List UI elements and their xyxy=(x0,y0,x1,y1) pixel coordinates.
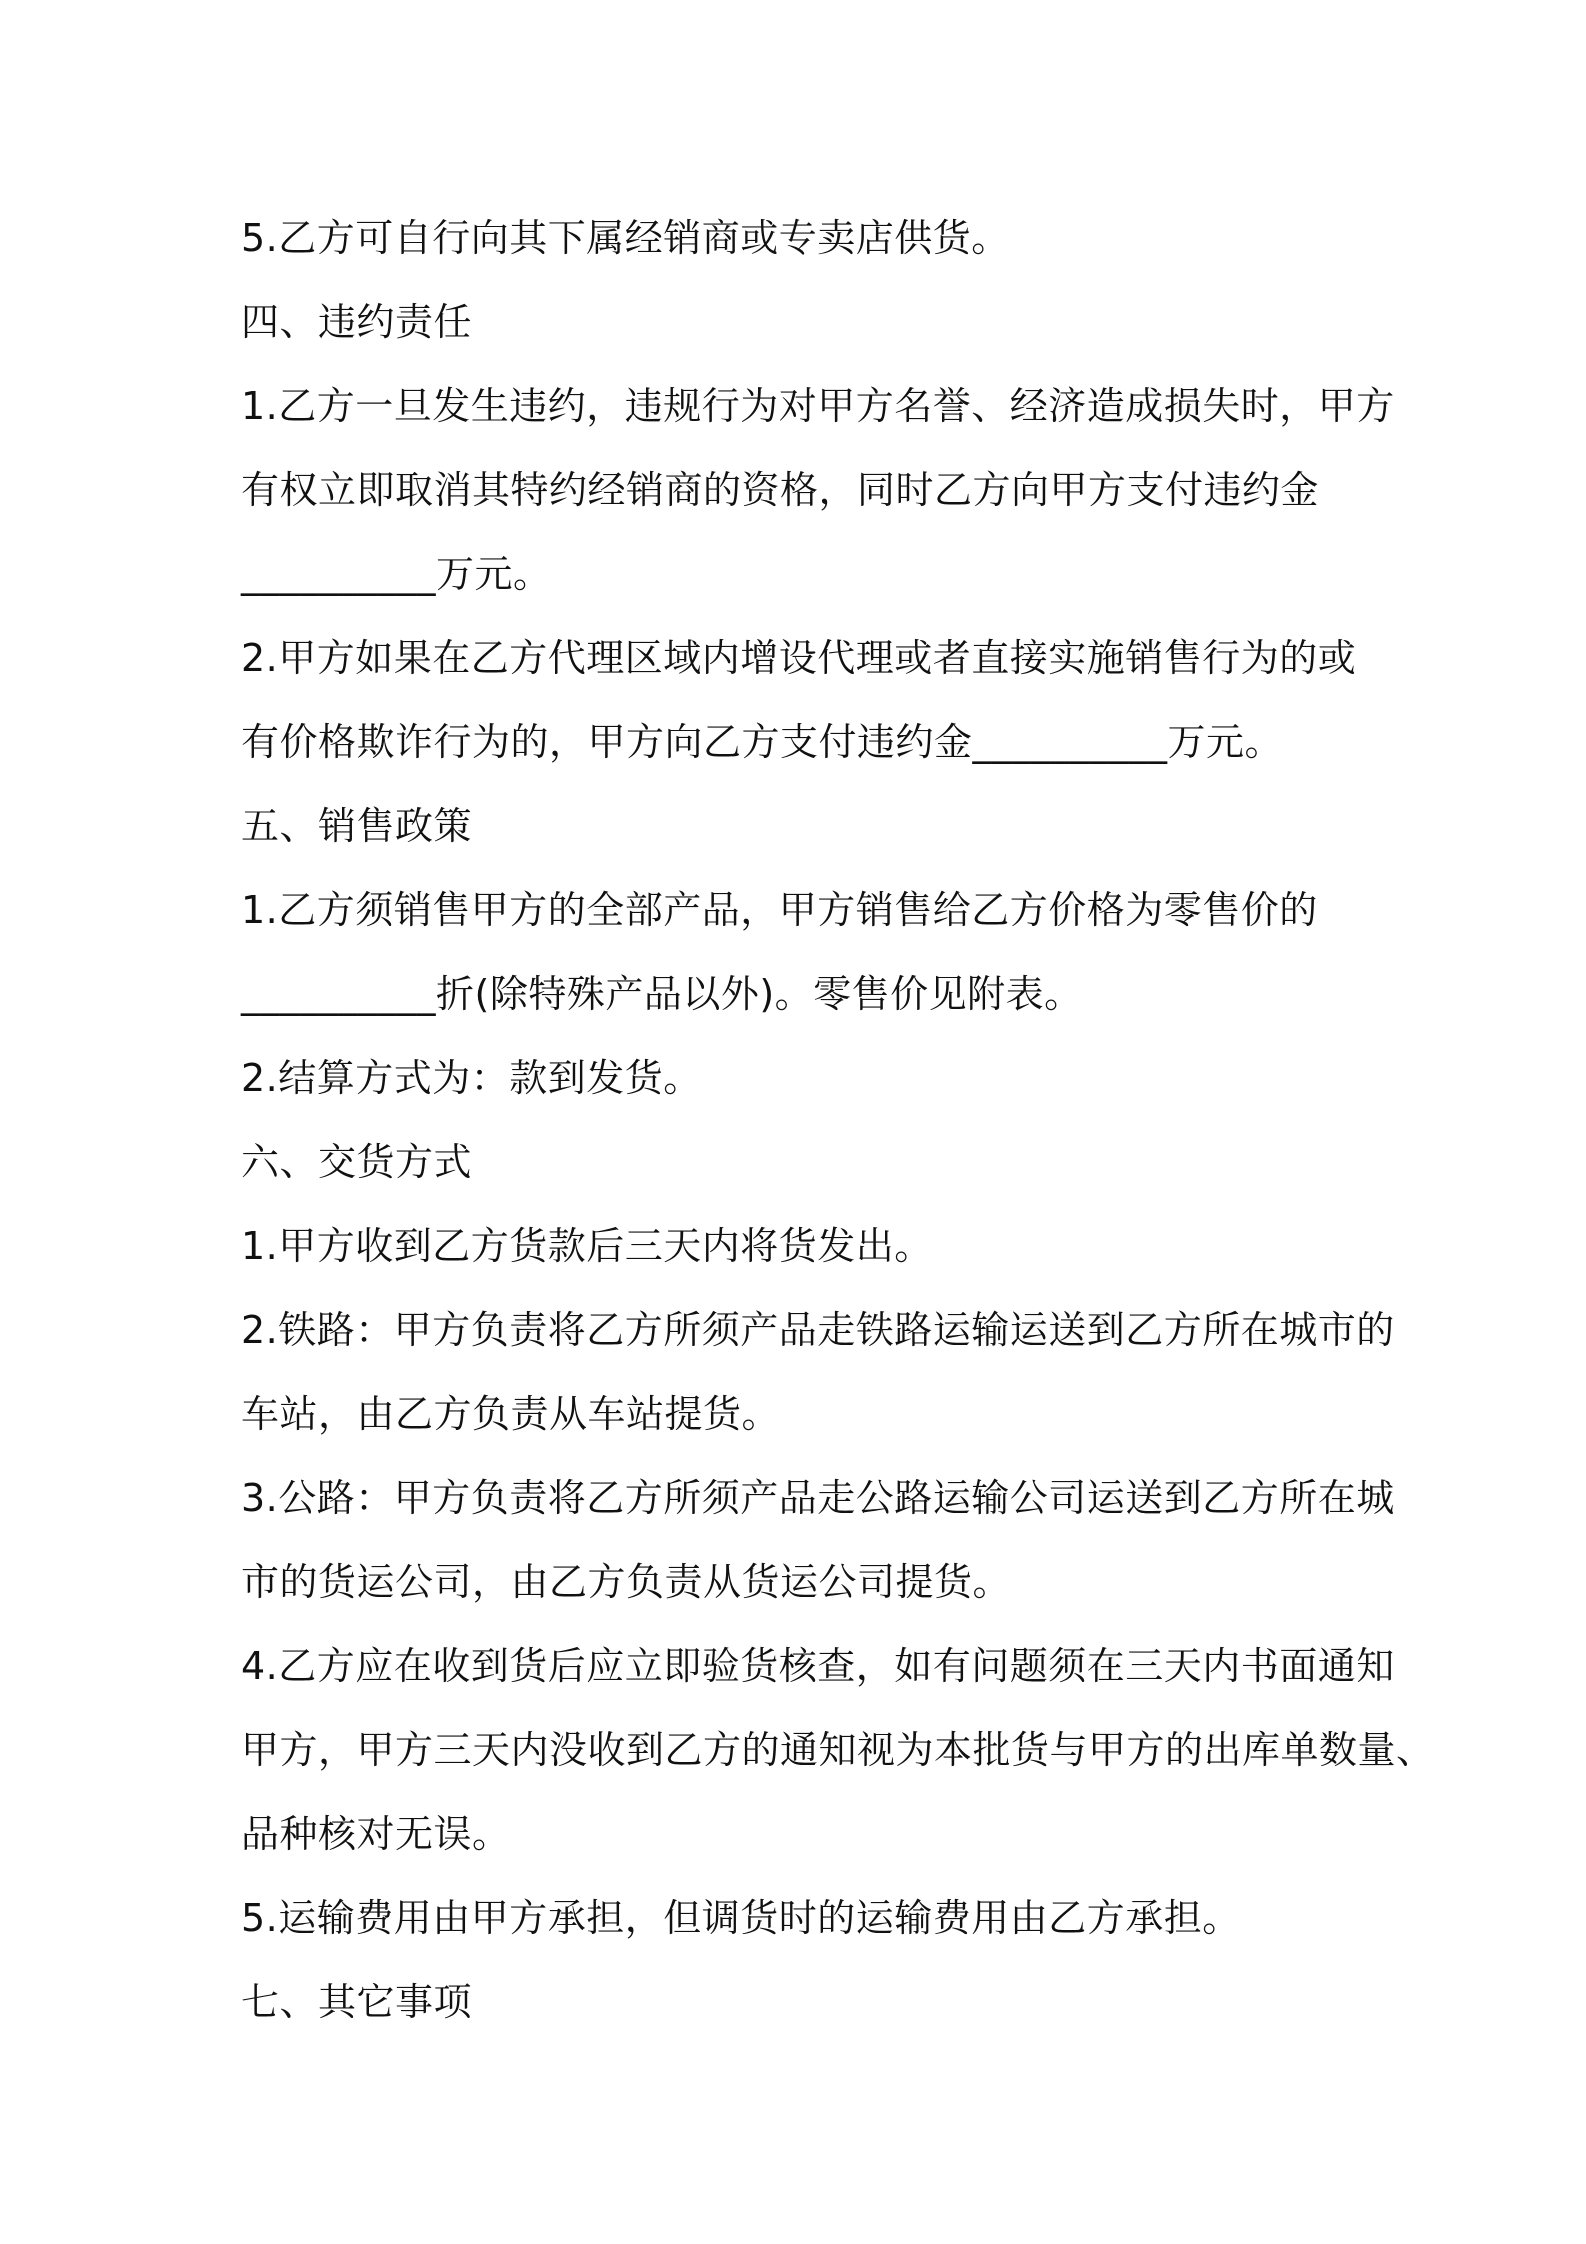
clause-2-breach-line-1: 2.甲方如果在乙方代理区域内增设代理或者直接实施销售行为的或 xyxy=(241,636,1357,680)
clause-2-railway-line-1: 2.铁路：甲方负责将乙方所须产品走铁路运输运送到乙方所在城市的 xyxy=(241,1308,1395,1352)
clause-2-settlement: 2.结算方式为：款到发货。 xyxy=(241,1056,702,1100)
clause-4-inspection-line-3: 品种核对无误。 xyxy=(241,1812,511,1856)
clause-1-sales-line-2: __________折(除特殊产品以外)。零售价见附表。 xyxy=(241,972,1083,1016)
section-heading-sales-policy: 五、销售政策 xyxy=(241,804,473,848)
section-heading-delivery: 六、交货方式 xyxy=(241,1140,473,1184)
section-heading-other-matters: 七、其它事项 xyxy=(241,1980,473,2024)
clause-1-sales-line-1: 1.乙方须销售甲方的全部产品，甲方销售给乙方价格为零售价的 xyxy=(241,888,1318,932)
clause-1-delivery: 1.甲方收到乙方货款后三天内将货发出。 xyxy=(241,1224,933,1268)
clause-1-breach-line-3: __________万元。 xyxy=(241,552,552,596)
document-body xyxy=(241,196,1435,2044)
clause-1-breach-line-1: 1.乙方一旦发生违约，违规行为对甲方名誉、经济造成损失时，甲方 xyxy=(241,384,1395,428)
clause-5-freight: 5.运输费用由甲方承担，但调货时的运输费用由乙方承担。 xyxy=(241,1896,1241,1940)
clause-1-breach-line-2: 有权立即取消其特约经销商的资格，同时乙方向甲方支付违约金 xyxy=(241,468,1320,512)
clause-5-supply: 5.乙方可自行向其下属经销商或专卖店供货。 xyxy=(241,216,1010,260)
clause-3-highway-line-2: 市的货运公司，由乙方负责从货运公司提货。 xyxy=(241,1560,1012,1604)
clause-4-inspection-line-2: 甲方，甲方三天内没收到乙方的通知视为本批货与甲方的出库单数量、 xyxy=(241,1728,1435,1772)
clause-4-inspection-line-1: 4.乙方应在收到货后应立即验货核查，如有问题须在三天内书面通知 xyxy=(241,1644,1395,1688)
clause-2-railway-line-2: 车站，由乙方负责从车站提货。 xyxy=(241,1392,781,1436)
section-heading-breach-liability: 四、违约责任 xyxy=(241,300,473,344)
clause-3-highway-line-1: 3.公路：甲方负责将乙方所须产品走公路运输公司运送到乙方所在城 xyxy=(241,1476,1395,1520)
clause-2-breach-line-2: 有价格欺诈行为的，甲方向乙方支付违约金__________万元。 xyxy=(241,720,1284,764)
